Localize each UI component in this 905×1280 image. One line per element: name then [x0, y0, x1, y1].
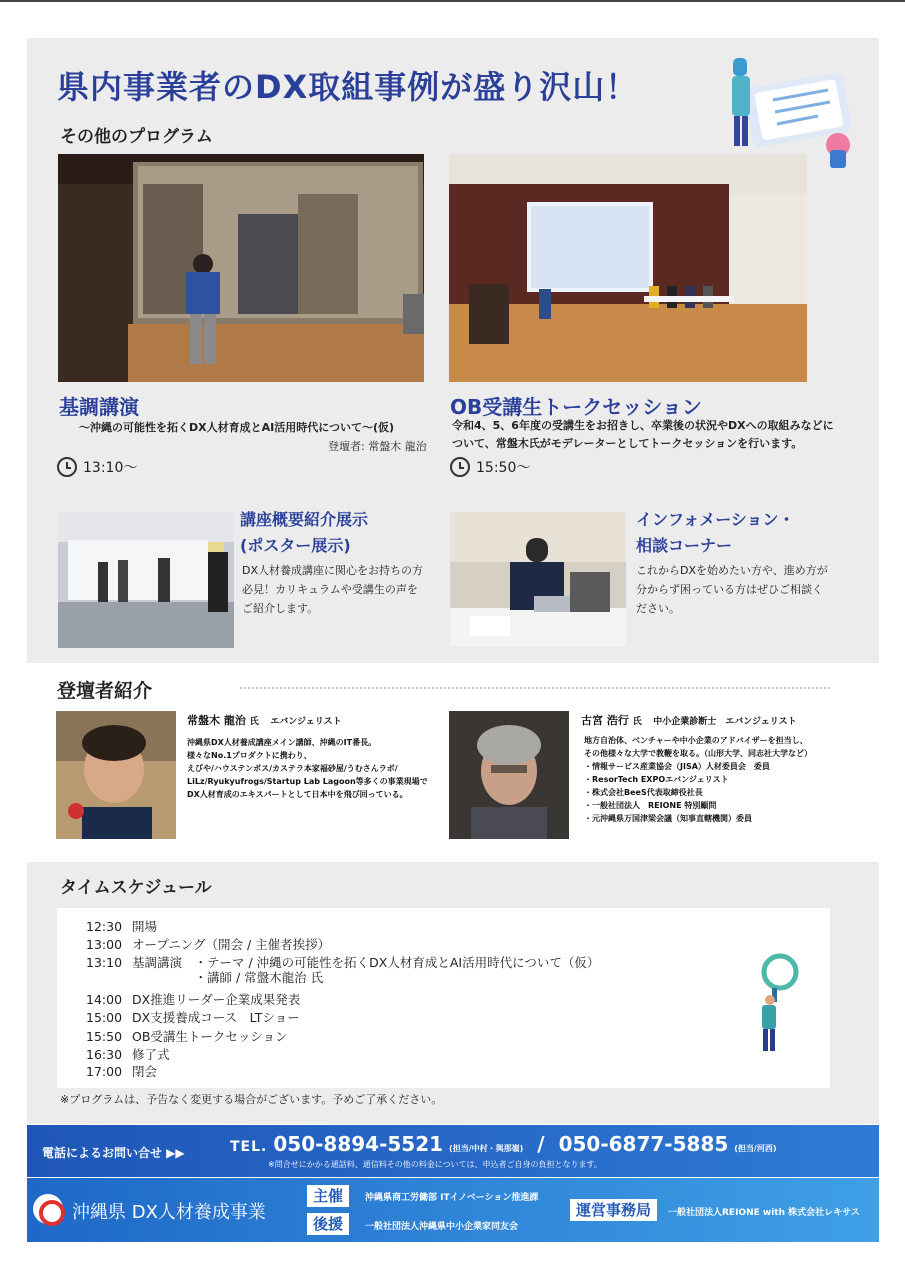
speaker-name-text: 古宮 浩行 — [581, 714, 629, 727]
schedule-text: DX支援養成コース LTショー — [132, 1010, 300, 1025]
schedule-row — [86, 917, 157, 935]
bio-line: 様々なNo.1プロダクトに携わり、 — [187, 751, 312, 760]
support-name: 一般社団法人沖縄県中小企業家同友会 — [365, 1222, 519, 1232]
info-desc-3: ださい。 — [636, 602, 680, 615]
bio-line: ・一般社団法人 REIONE 特別顧問 — [584, 801, 717, 810]
poster-desc-2: 必見！カリキュラムや受講生の声を — [242, 583, 418, 596]
speaker-photo-komiya — [449, 711, 569, 839]
schedule-row — [86, 1008, 300, 1026]
tel-label: TEL. — [230, 1139, 268, 1155]
ob-session-desc-2: ついて、常盤木氏がモデレーターとしてトークセッションを行います。 — [452, 437, 803, 450]
schedule-row — [86, 968, 323, 986]
speaker-photo-tokiwagi — [56, 711, 176, 839]
poster-desc-3: ご紹介します。 — [242, 602, 319, 615]
office-name: 一般社団法人REIONE with 株式会社レキサス — [668, 1208, 860, 1218]
schedule-row — [86, 1045, 170, 1063]
tel-number-1[interactable]: 050-8894-5521 — [273, 1132, 444, 1156]
keynote-time-text: 13:10〜 — [83, 460, 138, 476]
tel-contact-2: (担当/河西) — [734, 1144, 777, 1153]
contact-phones — [230, 1132, 777, 1156]
schedule-note: ※プログラムは、予告なく変更する場合がございます。予めご了承ください。 — [60, 1093, 443, 1106]
info-desc-1: これからDXを始めたい方や、進め方が — [636, 564, 828, 577]
info-corner-photo — [450, 512, 626, 646]
speaker-role: エバンジェリスト — [270, 717, 342, 727]
info-title-1: インフォメーション・ — [636, 510, 795, 529]
okinawa-logo-icon — [33, 1194, 63, 1224]
speaker-role: 中小企業診断士 エバンジェリスト — [653, 717, 797, 727]
schedule-row — [86, 935, 330, 953]
schedule-time: 12:30 — [86, 919, 123, 934]
schedule-text: 修了式 — [132, 1047, 170, 1062]
schedule-text: OB受講生トークセッション — [132, 1029, 288, 1044]
ob-session-photo — [449, 154, 807, 382]
bio-line: LiLz/Ryukyufrogs/Startup Lab Lagoon等多くの事業現場で — [187, 777, 428, 786]
speaker-honorific: 氏 — [632, 717, 642, 727]
bio-line: その他様々な大学で教鞭を取る。（山形大学、同志社大学など） — [584, 749, 812, 758]
poster-title-1: 講座概要紹介展示 — [240, 510, 369, 529]
speaker-name-tokiwagi — [187, 712, 342, 728]
bio-line: 地方自治体、ベンチャーや中小企業のアドバイザーを担当し、 — [584, 736, 808, 745]
keynote-title: 基調講演 — [59, 395, 139, 419]
schedule-time: 13:00 — [86, 937, 123, 952]
schedule-text: 開場 — [132, 919, 158, 934]
support-tag: 後援 — [307, 1213, 349, 1235]
info-desc-2: 分からず困っている方はぜひご相談く — [636, 583, 823, 596]
section-subtitle: その他のプログラム — [60, 127, 213, 147]
info-title-2: 相談コーナー — [636, 536, 733, 555]
keynote-desc: 〜沖縄の可能性を拓くDX人材育成とAI活用時代について〜(仮) — [79, 421, 395, 434]
host-tag: 主催 — [307, 1185, 349, 1207]
clock-icon — [450, 457, 470, 477]
bio-line: 沖縄県DX人材養成講座メイン講師、沖縄のIT番長。 — [187, 738, 377, 747]
schedule-text: 基調講演 ・テーマ / 沖縄の可能性を拓くDX人材育成とAI活用時代について（仮） — [132, 955, 600, 970]
dotted-divider — [240, 687, 830, 689]
speaker-bio-tokiwagi — [187, 736, 437, 801]
speaker-name-komiya — [581, 712, 797, 728]
keynote-photo — [58, 154, 424, 382]
poster-title-2: (ポスター展示) — [240, 536, 351, 555]
contact-note: ※問合せにかかる通話料、通信料その他の料金については、申込者ご自身の負担となります。 — [268, 1160, 602, 1169]
footer-org-name: 沖縄県 DX人材養成事業 — [72, 1202, 266, 1223]
page-title: 県内事業者のDX取組事例が盛り沢山！ — [57, 68, 639, 106]
schedule-time: 14:00 — [86, 992, 123, 1007]
schedule-title: タイムスケジュール — [60, 878, 212, 898]
office-tag: 運営事務局 — [570, 1199, 657, 1221]
schedule-time: 15:50 — [86, 1029, 123, 1044]
schedule-row — [86, 1027, 288, 1045]
speaker-honorific: 氏 — [249, 717, 259, 727]
ob-session-desc-1: 令和4、5、6年度の受講生をお招きし、卒業後の状況やDXへの取組みなどに — [452, 419, 834, 432]
schedule-text: オープニング（開会 / 主催者挨拶） — [132, 937, 331, 952]
schedule-text: DX推進リーダー企業成果発表 — [132, 992, 301, 1007]
ob-session-title: OB受講生トークセッション — [450, 395, 702, 419]
bio-line: ・元沖縄県万国津梁会議（知事直轄機関）委員 — [584, 814, 752, 823]
speaker-name-text: 常盤木 龍治 — [187, 714, 246, 727]
schedule-row — [86, 1062, 157, 1080]
top-rule — [0, 0, 905, 2]
bio-line: ・ResorTech EXPOエバンジェリスト — [584, 775, 729, 784]
schedule-time: 17:00 — [86, 1064, 123, 1079]
ob-session-time-text: 15:50〜 — [476, 460, 531, 476]
keynote-speaker: 登壇者: 常盤木 龍治 — [328, 440, 427, 453]
host-name: 沖縄県商工労働部 ITイノベーション推進課 — [365, 1193, 539, 1203]
poster-desc-1: DX人材養成講座に関心をお持ちの方 — [242, 564, 424, 577]
tel-separator: / — [537, 1132, 545, 1156]
keynote-time — [57, 457, 137, 477]
bio-line: ・株式会社BeeS代表取締役社長 — [584, 788, 703, 797]
speakers-title: 登壇者紹介 — [57, 680, 153, 702]
contact-label: 電話によるお問い合せ ▶▶ — [42, 1146, 185, 1160]
schedule-time: 13:10 — [86, 955, 123, 970]
bio-line: えびや/ハウステンボス/カステラ本家福砂屋/うむさんラボ/ — [187, 764, 398, 773]
poster-exhibit-photo — [58, 512, 234, 648]
schedule-time: 15:00 — [86, 1010, 123, 1025]
speaker-bio-komiya — [584, 734, 874, 825]
magnifier-illustration — [750, 950, 800, 1055]
tel-contact-1: (担当/中村・與那嶺) — [449, 1144, 524, 1153]
schedule-time: 16:30 — [86, 1047, 123, 1062]
schedule-text: ・講師 / 常盤木龍治 氏 — [132, 970, 324, 985]
ob-session-time — [450, 457, 530, 477]
tel-number-2[interactable]: 050-6877-5885 — [558, 1132, 729, 1156]
bio-line: ・情報サービス産業協会（JISA）人材委員会 委員 — [584, 762, 770, 771]
schedule-row — [86, 990, 300, 1008]
clock-icon — [57, 457, 77, 477]
schedule-text: 閉会 — [132, 1064, 158, 1079]
bio-line: DX人材育成のエキスパートとして日本中を飛び回っている。 — [187, 790, 408, 799]
